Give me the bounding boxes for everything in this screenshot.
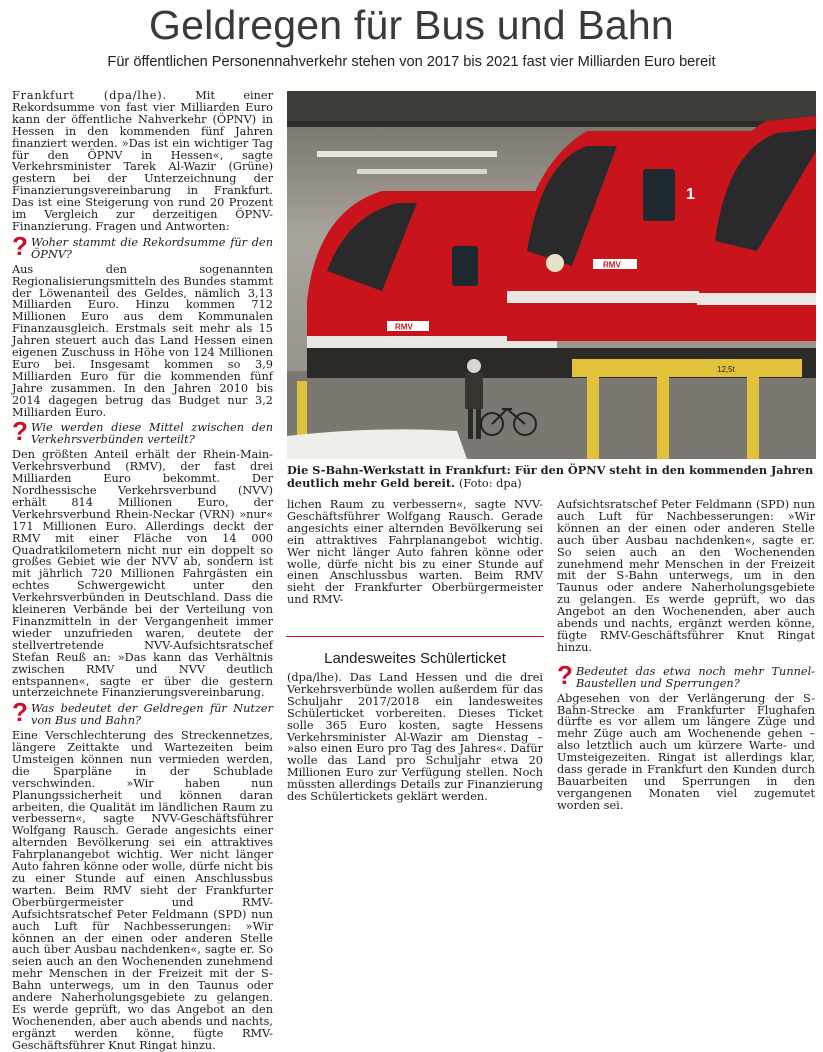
- answer-4: Abgesehen von der Verlängerung der S-Bahn-Strecke am Frankfurter Flughafen dürfte es vor allem um längere Züge und mehr Züge auch am Wochenende gehen – also letztlich auch um kürzere Warte- und Umsteigezeiten. Ringat ist allerdings klar, dass gerade in Frankfurt den Kunden durch Bauarbeiten und Sperrungen in den vergangenen Monaten viel zugemutet worden sei.: [557, 691, 815, 812]
- question-mark-icon: ?: [12, 416, 28, 447]
- question-2: ? Wie werden diese Mittel zwischen den Verkehrsverbünden verteilt?: [12, 416, 273, 447]
- question-mark-icon: ?: [12, 697, 28, 728]
- answer-1: Aus den sogenannten Regionalisierungsmitteln des Bundes stammt der Löwenanteil des Geldes, nämlich 3,13 Milliarden Euro. Hinzu kommen 712 Millionen Euro aus dem Kommunalen Finanzausgleich. Erstmals seit mehr als 15 Jahren steuert auch das Land Hessen einen eigenen Zuschuss in Höhe von 124 Millionen Euro bei. Insgesamt kommen so 3,9 Milliarden Euro für die kommenden fünf Jahre zusammen. In den Jahren 2010 bis 2014 dagegen betrug das Budget nur 3,2 Milliarden Euro.: [12, 262, 273, 419]
- train-workshop-photo: [287, 91, 816, 459]
- lift-sign: 12,5t: [717, 365, 735, 374]
- schuelerticket-box-text: (dpa/lhe). Das Land Hessen und die drei Verkehrsverbünde wollen außerdem für das Schuljahr 2017/2018 ein landesweites Schülerticket vorbereiten. Dieses Ticket solle 365 Euro kosten, sagte Hessens Verkehrsminister Al-Wazir am Dienstag – »also einen Euro pro Tag des Jahres«. Dafür wolle das Land pro Schuljahr etwa 20 Millionen Euro zur Verfügung stellen. Noch müssten allerdings Details zur Finanzierung des Schülertickets geklärt werden.: [287, 671, 543, 804]
- rmv-logo: RMV: [395, 322, 413, 332]
- column-3: [557, 499, 815, 819]
- answer-3-final: Aufsichtsratschef Peter Feldmann (SPD) nun auch Luft für Nachbesserungen: »Wir können an der einen oder anderen Stelle auch über Ausbau nachdenken«, sagte er. So seien auch an den Wochenenden zunehmend mehr Menschen in der Freizeit mit der S-Bahn unterwegs, um in den Taunus oder andere Naherholungsgebiete zu gelangen. Es werde geprüft, wo das Angebot an den Wochenenden, aber auch abends und nachts, ergänzt werden könne, fügte RMV-Geschäftsführer Knut Ringat hinzu.: [557, 498, 815, 654]
- headline: Geldregen für Bus und Bahn: [149, 2, 674, 48]
- question-mark-icon: ?: [12, 230, 28, 261]
- section-divider: [286, 636, 544, 637]
- question-mark-icon: ?: [557, 659, 573, 690]
- answer-3: Eine Verschlechterung des Streckennetzes, längere Zeittakte und Wartezeiten beim Umsteigen können nun vermieden werden, die Sparpläne in der Schublade verschwinden. »Wir haben nun Planungssicherheit und können daran arbeiten, die Qualität im ländlichen Raum zu verbessern«, sagte NVV-Geschäftsführer Wolfgang Rausch. Gerade angesichts einer alternden Bevölkerung sei ein attraktives Fahrplanangebot wichtig. Wer nicht länger Auto fahren könne oder wolle, dürfe nicht bis zu einer Stunde auf einen Anschlussbus warten. Beim RMV sieht der Frankfurter Oberbürgermeister und RMV-Aufsichtsratschef Peter Feldmann (SPD) nun auch Luft für Nachbesserungen: »Wir können an der einen oder anderen Stelle auch über Ausbau nachdenken«, sagte er. So seien auch an den Wochenenden zunehmend mehr Menschen in der Freizeit mit der S-Bahn unterwegs, um in den Taunus oder andere Naherholungsgebiete zu gelangen. Es werde geprüft, wo das Angebot an den Wochenenden, aber auch abends und nachts, ergänzt werden könne, fügte RMV-Geschäftsführer Knut Ringat hinzu.: [12, 729, 273, 1052]
- photo-caption: Die S-Bahn-Werkstatt in Frankfurt: Für den ÖPNV steht in den kommenden Jahren deutlich mehr Geld bereit. (Foto: dpa): [287, 463, 814, 490]
- question-3: ? Was bedeutet der Geldregen für Nutzer von Bus und Bahn?: [12, 697, 273, 728]
- intro-paragraph: Frankfurt (dpa/lhe). Mit einer Rekordsumme von fast vier Milliarden Euro kann der öffentliche Nahverkehr (ÖPNV) in Hessen in den kommenden fünf Jahren finanziert werden. »Das ist ein wichtiger Tag für den ÖPNV in Hessen«, sagte Verkehrsminister Tarek Al-Wazir (Grüne) gestern bei der Unterzeichnung der Finanzierungsvereinbarung in Frankfurt. Das ist eine Steigerung von rund 20 Prozent im Vergleich zur derzeitigen ÖPNV-Finanzierung. Fragen und Antworten:: [12, 89, 273, 233]
- column-2: [287, 499, 543, 627]
- column-1: [12, 89, 273, 1052]
- rmv-logo: RMV: [603, 260, 621, 270]
- question-1: ? Woher stammt die Rekordsumme für den ÖPNV?: [12, 230, 273, 261]
- question-4: ? Bedeutet das etwa noch mehr Tunnel-Baustellen und Sperrungen?: [557, 659, 815, 690]
- dateline: Frankfurt (dpa/lhe).: [12, 89, 167, 102]
- car-number: 1: [686, 186, 695, 203]
- box-title: Landesweites Schülerticket: [324, 650, 506, 667]
- photo-credit: (Foto: dpa): [458, 476, 522, 490]
- answer-3-continued: lichen Raum zu verbessern«, sagte NVV-Geschäftsführer Wolfgang Rausch. Gerade angesichts einer alternden Bevölkerung sei ein attraktives Fahrplanangebot wichtig. Wer nicht länger Auto fahren könne oder wolle, dürfe nicht bis zu einer Stunde auf einen Anschlussbus warten. Beim RMV sieht der Frankfurter Oberbürgermeister und RMV-: [287, 498, 543, 607]
- subheadline: Für öffentlichen Personennahverkehr stehen von 2017 bis 2021 fast vier Milliarden Euro bereit: [107, 54, 716, 70]
- answer-2: Den größten Anteil erhält der Rhein-Main-Verkehrsverbund (RMV), der fast drei Milliarden Euro bekommt. Der Nordhessische Verkehrsverbund (NVV) erhält 814 Millionen Euro, der Verkehrsverbund Rhein-Neckar (VRN) »nur« 171 Millionen Euro. Allerdings deckt der RMV mit einer Fläche von 14 000 Quadratkilometern nicht nur ein doppelt so großes Gebiet wie der NVV ab, sondern ist mit jährlich 720 Millionen Fahrgästen ein echtes Schwergewicht unter den Verkehrsverbünden in Deutschland. Dass die kleineren Verbände bei der Verteilung von Finanzmitteln in der Vergangenheit immer wieder unzufrieden waren, deutete der stellvertretende NVV-Aufsichtsratschef Stefan Reuß an: »Das kann das Verhältnis zwischen RMV und NVV deutlich entspannen«, sagte er über die gestern unterzeichnete Finanzierungsvereinbarung.: [12, 448, 273, 700]
